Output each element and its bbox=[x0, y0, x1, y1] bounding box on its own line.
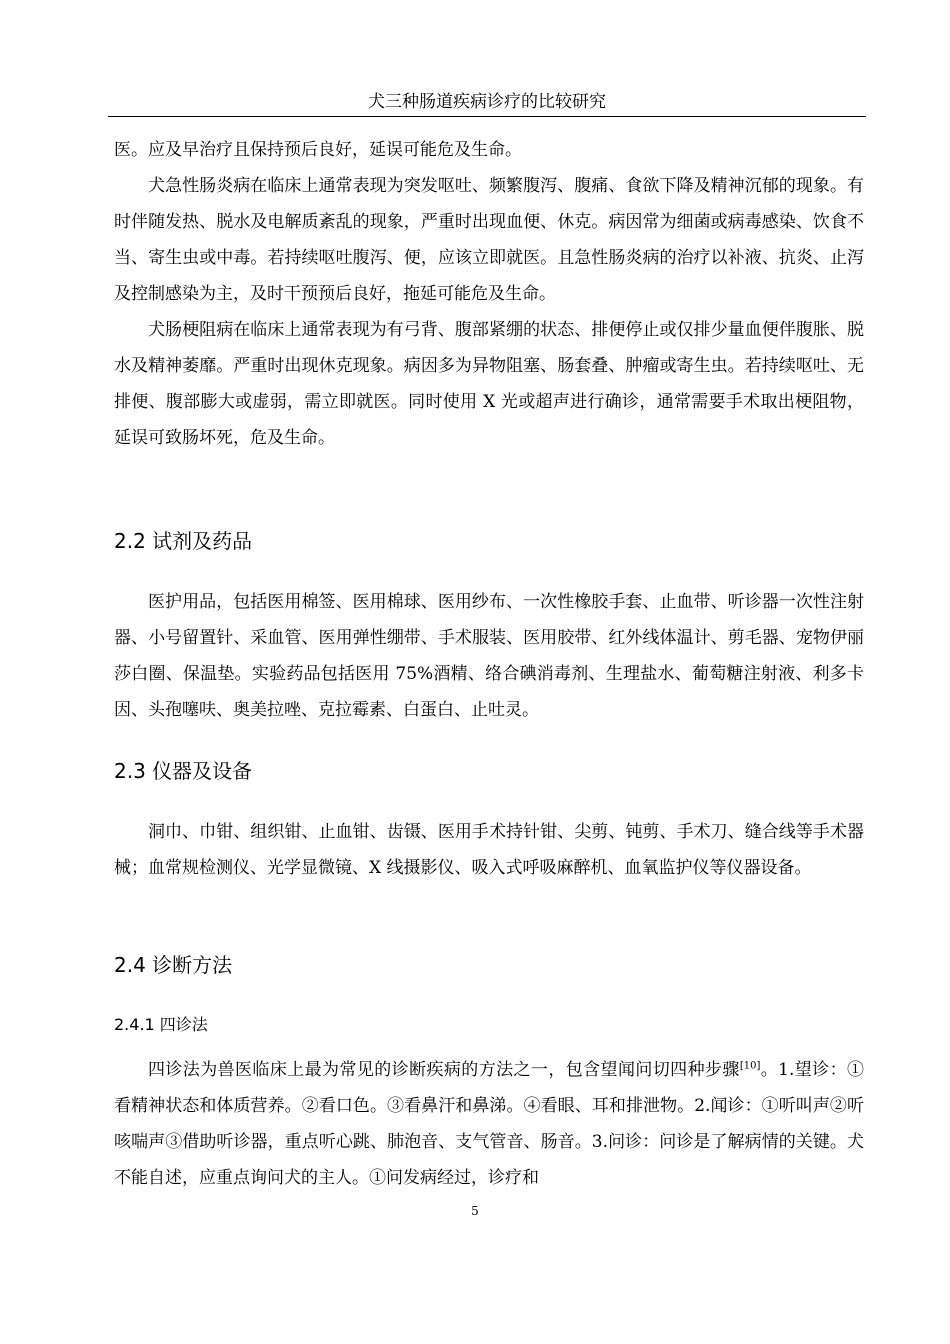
running-header: 犬三种肠道疾病诊疗的比较研究 bbox=[108, 88, 866, 117]
page-number: 5 bbox=[471, 1204, 479, 1218]
paragraph-text-after-cite: 。1.望诊：①看精神状态和体质营养。②看口色。③看鼻汗和鼻涕。④看眼、耳和排泄物。2.闻诊：①听叫声②听咳喘声③借助听诊器，重点听心跳、肺泡音、支气管音、肠音。3.问诊：问诊是了解病情的关键。犬不能自述，应重点询问犬的主人。①问发病经过，诊疗和 bbox=[114, 1060, 864, 1188]
body-block-3 bbox=[114, 814, 864, 886]
paragraph-instruments: 洞巾、巾钳、组织钳、止血钳、齿镊、医用手术持针钳、尖剪、钝剪、手术刀、缝合线等手术器械；血常规检测仪、光学显微镜、X 线摄影仪、吸入式呼吸麻醉机、血氧监护仪等仪器设备。 bbox=[114, 822, 864, 878]
body-block-4 bbox=[114, 1052, 864, 1196]
paragraph-text-before-cite: 四诊法为兽医临床上最为常见的诊断疾病的方法之一，包含望闻问切四种步骤 bbox=[148, 1060, 740, 1080]
heading-reagents: 2.2 试剂及药品 bbox=[114, 529, 253, 553]
body-block-1 bbox=[114, 132, 864, 456]
paragraph-four-diagnostics bbox=[114, 1052, 864, 1196]
paragraph-reagents: 医护用品，包括医用棉签、医用棉球、医用纱布、一次性橡胶手套、止血带、听诊器一次性注射器、小号留置针、采血管、医用弹性绷带、手术服装、医用胶带、红外线体温计、剪毛器、宠物伊丽莎白圈、保温垫。实验药品包括医用 75%酒精、络合碘消毒剂、生理盐水、葡萄糖注射液、利多卡因、头孢噻呋、奥美拉唑、克拉霉素、白蛋白、止吐灵。 bbox=[114, 592, 864, 720]
body-block-2 bbox=[114, 584, 864, 728]
paragraph-continuation: 医。应及早治疗且保持预后良好，延误可能危及生命。 bbox=[114, 140, 522, 160]
paragraph-acute-enteritis: 犬急性肠炎病在临床上通常表现为突发呕吐、频繁腹泻、腹痛、食欲下降及精神沉郁的现象。有时伴随发热、脱水及电解质紊乱的现象，严重时出现血便、休克。病因常为细菌或病毒感染、饮食不当、寄生虫或中毒。若持续呕吐腹泻、便，应该立即就医。且急性肠炎病的治疗以补液、抗炎、止泻及控制感染为主，及时干预预后良好，拖延可能危及生命。 bbox=[114, 176, 864, 304]
heading-diagnosis: 2.4 诊断方法 bbox=[114, 953, 233, 977]
heading-instruments: 2.3 仪器及设备 bbox=[114, 759, 253, 783]
paragraph-intestinal-obstruction: 犬肠梗阻病在临床上通常表现为有弓背、腹部紧绷的状态、排便停止或仅排少量血便伴腹胀、脱水及精神萎靡。严重时出现休克现象。病因多为异物阻塞、肠套叠、肿瘤或寄生虫。若持续呕吐、无排便、腹部膨大或虚弱，需立即就医。同时使用 X 光或超声进行确诊，通常需要手术取出梗阻物，延误可致肠坏死，危及生命。 bbox=[114, 320, 864, 448]
citation-reference: [10] bbox=[739, 1060, 761, 1072]
heading-four-diagnostics: 2.4.1 四诊法 bbox=[114, 1015, 208, 1034]
